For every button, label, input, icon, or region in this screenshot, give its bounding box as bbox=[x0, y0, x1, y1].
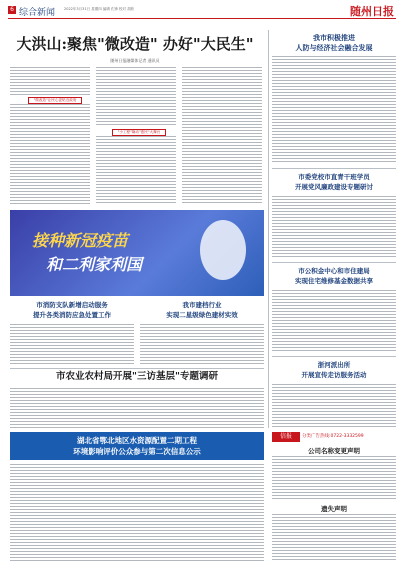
notice-body bbox=[10, 464, 264, 562]
notice-header bbox=[10, 432, 264, 460]
hospital-body bbox=[272, 290, 396, 352]
xinhe-headline-2: 开展宣传走访服务活动 bbox=[301, 371, 367, 379]
vaccine-banner bbox=[10, 210, 264, 296]
main-subhead-1: "微改造"让民心更贴近政府 bbox=[28, 97, 82, 104]
section-title: 综合新闻 bbox=[19, 8, 56, 18]
health-body bbox=[140, 324, 264, 364]
main-body-col1b bbox=[10, 104, 90, 204]
banner-needle-icon bbox=[200, 220, 246, 280]
policy-headline-2: 人防与经济社会融合发展 bbox=[295, 43, 373, 52]
ad-phone: 分类广告热线:0722-3332599 bbox=[302, 434, 364, 439]
ad-body bbox=[272, 456, 396, 500]
issue-meta: 2022年3月31日 星期四 编辑 孔锋 校对 胡欣 bbox=[64, 7, 135, 11]
water-body bbox=[10, 324, 134, 364]
health-headline-1: 我市建档行业 bbox=[182, 301, 222, 309]
main-body-col1 bbox=[10, 67, 90, 95]
banner-text-2: 和二利家利国 bbox=[46, 255, 143, 274]
main-headline: 大洪山:聚焦"微改造" 办好"大民生" bbox=[16, 35, 254, 53]
lost-title: 遗失声明 bbox=[321, 505, 347, 513]
hospital-headline-1: 市公积金中心和市住建局 bbox=[298, 267, 370, 275]
water-headline-2: 提升各类消防应急处置工作 bbox=[33, 311, 111, 319]
party-school-headline-2: 开展党风廉政建设专题研讨 bbox=[295, 183, 373, 191]
policy-body bbox=[272, 56, 396, 164]
xinhe-body bbox=[272, 384, 396, 428]
water-headline-1: 市消防支队新增启动服务 bbox=[36, 301, 108, 309]
masthead bbox=[8, 3, 396, 23]
main-body-col2b bbox=[96, 136, 176, 204]
main-body-col3 bbox=[182, 67, 262, 204]
policy-headline-1: 我市积极推进 bbox=[313, 33, 355, 42]
agri-headline: 市农业农村局开展"三访基层"专题调研 bbox=[56, 371, 218, 382]
notice-headline-1: 湖北省鄂北地区水资源配置二期工程 bbox=[77, 436, 197, 445]
banner-text-1: 接种新冠疫苗 bbox=[32, 231, 129, 250]
masthead-rule bbox=[8, 18, 396, 19]
agri-body bbox=[10, 388, 264, 428]
xinhe-headline-1: 浙河派出所 bbox=[317, 361, 351, 369]
main-subhead-2: "小工程"撬动"惠民"大舞台 bbox=[112, 129, 166, 136]
notice-headline-2: 环境影响评价公众参与第二次信息公示 bbox=[73, 447, 201, 456]
party-school-body bbox=[272, 196, 396, 258]
ad-title: 公司名称变更声明 bbox=[308, 447, 360, 455]
lost-body bbox=[272, 514, 396, 562]
ad-tag: 信报 bbox=[272, 432, 300, 442]
party-school-headline-1: 市委党校市直青干班学员 bbox=[298, 173, 370, 181]
page-number-badge: 6 bbox=[8, 6, 16, 14]
hospital-headline-2: 实现住宅维修基金数据共享 bbox=[295, 277, 373, 285]
health-headline-2: 实现二星级绿色建材实效 bbox=[166, 311, 238, 319]
newspaper-logo: 随州日报 bbox=[350, 5, 394, 18]
main-body-col2 bbox=[96, 67, 176, 127]
main-byline: 随州日报融媒体记者 通讯员 bbox=[110, 58, 160, 63]
